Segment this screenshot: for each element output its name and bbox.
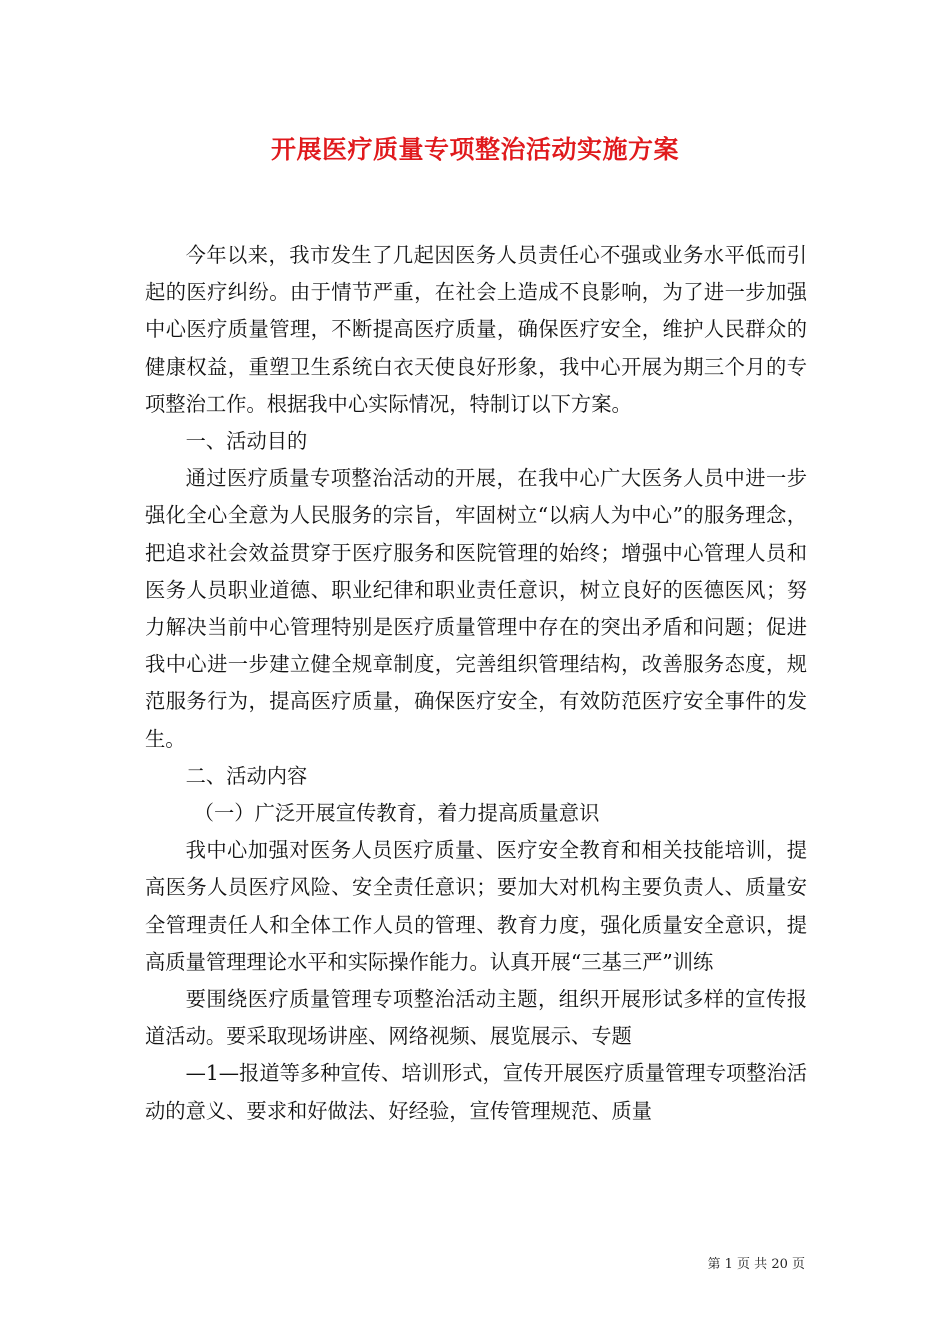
document-title: 开展医疗质量专项整治活动实施方案 [270,135,679,164]
section-heading-purpose: 一、活动目的 [185,429,308,454]
intro-paragraph: 今年以来，我市发生了几起因医务人员责任心不强或业务水平低而引起的医疗纠纷。由于情节严重，在社会上造成不良影响，为了进一步加强中心医疗质量管理，不断提高医疗质量，确保医疗安全，维护人民群众的健康权益，重塑卫生系统白衣天使良好形象，我中心开展为期三个月的专项整治工作。根据我中心实际情况，特制订以下方案。 [145,243,807,416]
publicity-continued-paragraph: —1—报道等多种宣传、培训形式，宣传开展医疗质量管理专项整治活动的意义、要求和好做法、好经验，宣传管理规范、质量 [145,1061,807,1123]
section-heading-content: 二、活动内容 [185,763,308,788]
subsection-heading-education: （一）广泛开展宣传教育，着力提高质量意识 [193,801,600,826]
purpose-paragraph: 通过医疗质量专项整治活动的开展，在我中心广大医务人员中进一步强化全心全意为人民服务的宗旨，牢固树立“以病人为中心”的服务理念，把追求社会效益贯穿于医疗服务和医院管理的始终；增强中心管理人员和医务人员职业道德、职业纪律和职业责任意识，树立良好的医德医风；努力解决当前中心管理特别是医疗质量管理中存在的突出矛盾和问题；促进我中心进一步建立健全规章制度，完善组织管理结构，改善服务态度，规范服务行为，提高医疗质量，确保医疗安全，有效防范医疗安全事件的发生。 [145,466,807,751]
publicity-paragraph: 要围绕医疗质量管理专项整治活动主题，组织开展形试多样的宣传报道活动。要采取现场讲座、网络视频、展览展示、专题 [145,987,807,1049]
document-body [145,237,807,1130]
page-number-footer: 第 1 页 共 20 页 [707,1257,805,1272]
education-paragraph: 我中心加强对医务人员医疗质量、医疗安全教育和相关技能培训，提高医务人员医疗风险、安全责任意识；要加大对机构主要负责人、质量安全管理责任人和全体工作人员的管理、教育力度，强化质量安全意识，提高质量管理理论水平和实际操作能力。认真开展“三基三严”训练 [145,838,807,974]
